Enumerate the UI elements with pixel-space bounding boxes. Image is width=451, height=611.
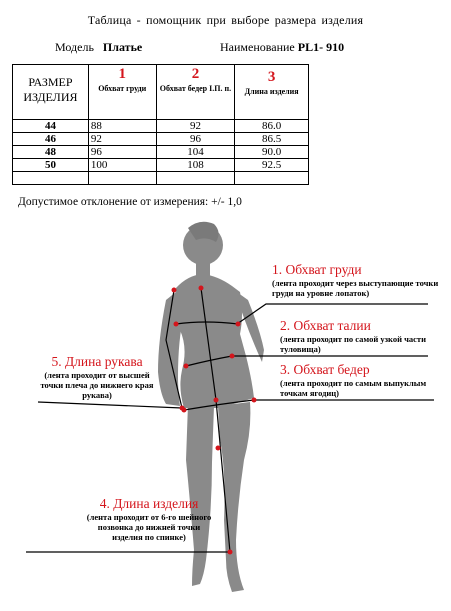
table-cell (156, 172, 235, 185)
table-row (13, 159, 309, 172)
table-cell: 88 (88, 120, 156, 133)
model-row (55, 40, 142, 55)
table-cell (13, 172, 89, 185)
model-value: Платье (102, 40, 143, 54)
table-cell: 50 (13, 159, 89, 172)
table-cell: 100 (88, 159, 156, 172)
size-table-header (13, 65, 309, 120)
sleeve-leader (38, 402, 182, 408)
table-cell: 44 (13, 120, 89, 133)
table-cell: 92 (88, 133, 156, 146)
table-cell: 90.0 (235, 146, 309, 159)
table-cell: 108 (156, 159, 235, 172)
column-header-size: РАЗМЕР ИЗДЕЛИЯ (13, 65, 89, 120)
table-cell: 86.5 (235, 133, 309, 146)
table-row (13, 172, 309, 185)
table-cell: 104 (156, 146, 235, 159)
table-cell (235, 172, 309, 185)
product-name-value: PL1- 910 (297, 40, 345, 54)
page-title: Таблица - помощник при выборе размера изделия (87, 13, 364, 27)
table-row (13, 133, 309, 146)
table-cell: 48 (13, 146, 89, 159)
column-header-length: 3 Длина изделия (235, 65, 309, 120)
model-label: Модель (55, 40, 94, 54)
column-header-bust: 1 Обхват груди (88, 65, 156, 120)
measurement-bust: 1. Обхват груди (лента проходит через выступающие точки груди на уровне лопаток) (272, 262, 439, 298)
column-header-hips: 2 Обхват бедер I.П. п. (156, 65, 235, 120)
table-row (13, 120, 309, 133)
table-cell (88, 172, 156, 185)
table-cell: 92.5 (235, 159, 309, 172)
tolerance-note: Допустимое отклонение от измерения: +/- 1,0 (18, 196, 242, 208)
product-name-label: Наименование (220, 40, 295, 54)
table-cell: 96 (156, 133, 235, 146)
size-table (12, 64, 309, 185)
measurement-hips: 3. Обхват бедер (лента проходит по самым выпуклым точкам ягодиц) (280, 362, 427, 398)
table-row (13, 146, 309, 159)
measurement-waist: 2. Обхват талии (лента проходит по самой узкой части туловища) (280, 318, 426, 354)
table-cell: 96 (88, 146, 156, 159)
measurement-length: 4. Длина изделия (лента проходит от 6-го шейного позвонка до нижней точки изделия по спинке) (86, 496, 212, 542)
product-name-row (220, 40, 344, 55)
table-cell: 92 (156, 120, 235, 133)
table-cell: 86.0 (235, 120, 309, 133)
table-cell: 46 (13, 133, 89, 146)
measurement-sleeve: 5. Длина рукава (лента проходит от высшей точки плеча до нижнего края рукава) (40, 354, 154, 400)
